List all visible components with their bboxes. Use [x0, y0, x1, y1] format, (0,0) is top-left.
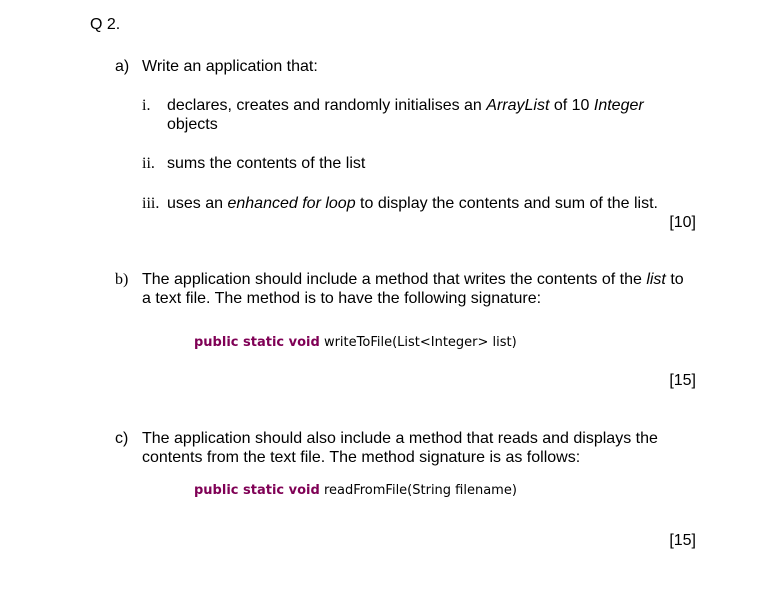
part-c-label: c)	[115, 430, 129, 447]
item-ii-numeral: ii.	[142, 155, 155, 172]
item-i-numeral: i.	[142, 97, 151, 114]
part-b-text-2: to	[665, 271, 684, 288]
part-b-code-signature	[194, 335, 517, 351]
part-c-line1: The application should also include a method that reads and displays the	[142, 430, 658, 447]
part-b-marks: [15]	[669, 372, 696, 389]
item-i-text-2: of 10	[549, 97, 594, 114]
part-a-marks: [10]	[669, 214, 696, 231]
part-c-code-keywords: public static void	[194, 483, 320, 498]
part-b-line1	[142, 270, 684, 289]
part-b-italic-list: list	[646, 271, 666, 288]
part-b-text-1: The application should include a method that writes the contents of the	[142, 271, 647, 288]
part-a-label: a)	[115, 58, 130, 75]
part-a-intro: Write an application that:	[142, 58, 318, 75]
item-iii-numeral: iii.	[142, 195, 160, 212]
part-b-code-rest: writeToFile(List<Integer> list)	[319, 335, 517, 350]
item-i-text-1: declares, creates and randomly initialises an	[167, 97, 487, 114]
question-number: Q 2.	[90, 16, 121, 33]
part-b-label: b)	[115, 271, 129, 288]
part-b-code-keywords: public static void	[194, 335, 320, 350]
item-i-italic-arraylist: ArrayList	[486, 97, 550, 114]
item-iii-italic: enhanced for loop	[227, 195, 356, 212]
part-c-code-signature	[194, 483, 517, 499]
part-c-code-rest: readFromFile(String filename)	[319, 483, 517, 498]
part-c-line2: contents from the text file. The method signature is as follows:	[142, 449, 581, 466]
item-iii-text	[167, 194, 658, 213]
item-i-line1	[167, 96, 644, 115]
part-b-line2: a text file. The method is to have the following signature:	[142, 290, 542, 307]
item-i-italic-integer: Integer	[593, 97, 644, 114]
item-iii-text-2: to display the contents and sum of the list.	[355, 195, 658, 212]
item-i-line2: objects	[167, 116, 218, 133]
item-iii-text-1: uses an	[167, 195, 228, 212]
part-c-marks: [15]	[669, 532, 696, 549]
item-ii-text: sums the contents of the list	[167, 155, 366, 172]
